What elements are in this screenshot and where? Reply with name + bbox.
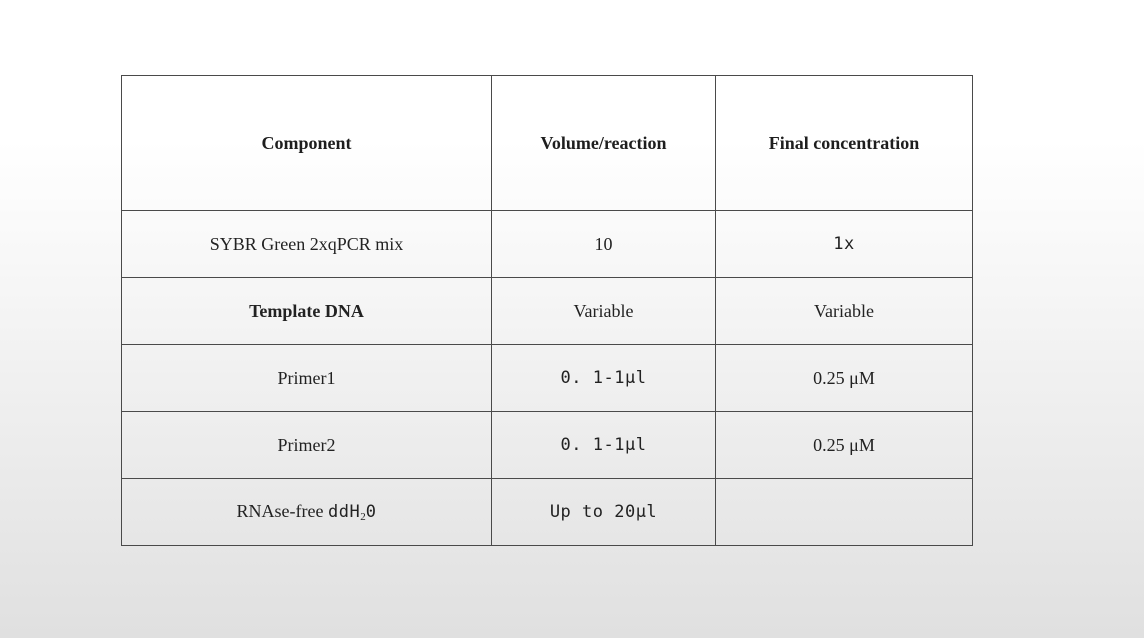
- header-volume: Volume/reaction: [492, 76, 716, 211]
- table-row: [122, 479, 973, 546]
- cell-component: Template DNA: [122, 278, 492, 345]
- cell-concentration: 0.25 μM: [716, 412, 973, 479]
- table-header-row: [122, 76, 973, 211]
- table-row: [122, 412, 973, 479]
- cell-component: [122, 479, 492, 546]
- component-text: RNAse-free: [236, 501, 328, 521]
- reaction-table-container: [121, 75, 972, 546]
- cell-volume: Variable: [492, 278, 716, 345]
- reaction-table: [121, 75, 973, 546]
- component-subscript: 2: [360, 511, 366, 523]
- cell-concentration: 0.25 μM: [716, 345, 973, 412]
- component-formula: ddH: [328, 502, 361, 522]
- header-concentration: Final concentration: [716, 76, 973, 211]
- table-row: [122, 278, 973, 345]
- cell-concentration: 1x: [716, 211, 973, 278]
- cell-component: SYBR Green 2xqPCR mix: [122, 211, 492, 278]
- table-row: [122, 211, 973, 278]
- cell-volume: Up to 20μl: [492, 479, 716, 546]
- cell-volume: 0. 1-1μl: [492, 412, 716, 479]
- cell-component: Primer1: [122, 345, 492, 412]
- cell-concentration: Variable: [716, 278, 973, 345]
- cell-concentration: [716, 479, 973, 546]
- cell-component: Primer2: [122, 412, 492, 479]
- table-row: [122, 345, 973, 412]
- cell-volume: 10: [492, 211, 716, 278]
- header-component: Component: [122, 76, 492, 211]
- cell-volume: 0. 1-1μl: [492, 345, 716, 412]
- component-formula-suffix: 0: [365, 502, 377, 522]
